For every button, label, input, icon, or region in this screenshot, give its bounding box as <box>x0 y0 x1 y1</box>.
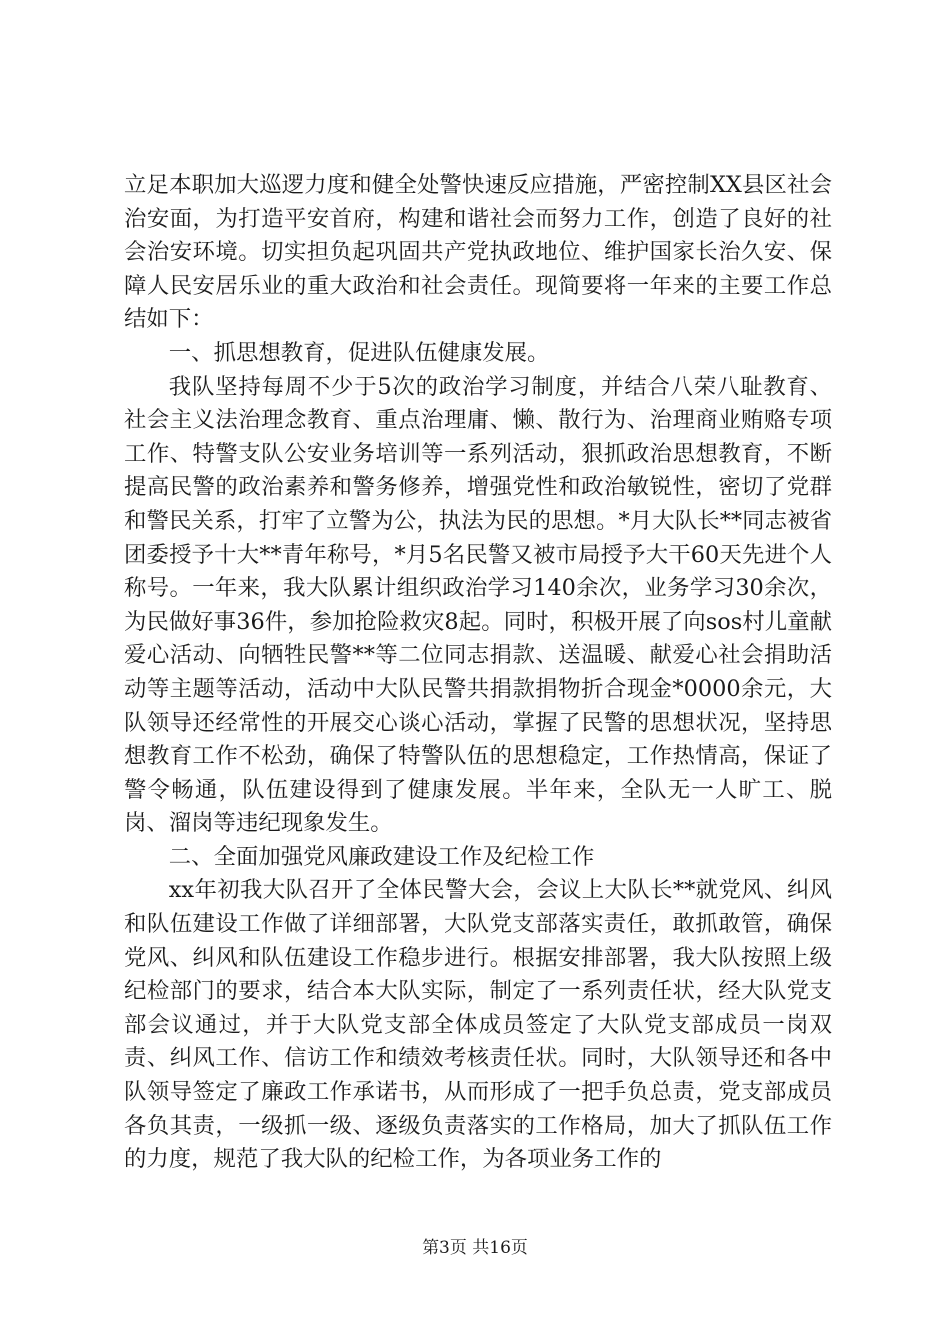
section-heading-2: 二、全面加强党风廉政建设工作及纪检工作 <box>168 843 595 870</box>
intro-paragraph: 立足本职加大巡逻力度和健全处警快速反应措施，严密控制XX县区社会治安面，为打造平安首府，构建和谐社会而努力工作，创造了良好的社会治安环境。切实担负起巩固共产党执政地位、维护国家长治久安、保障人民安居乐业的重大政治和社会责任。现简要将一年来的主要工作总结如下： <box>124 172 832 333</box>
section-2-paragraph: xx年初我大队召开了全体民警大会，会议上大队长**就党风、纠风和队伍建设工作做了详细部署，大队党支部落实责任，敢抓敢管，确保党风、纠风和队伍建设工作稳步进行。根据安排部署，我大队按照上级纪检部门的要求，结合本大队实际，制定了一系列责任状，经大队党支部会议通过，并于大队党支部全体成员签定了大队党支部成员一岗双责、纠风工作、信访工作和绩效考核责任状。同时，大队领导还和各中队领导签定了廉政工作承诺书，从而形成了一把手负总责，党支部成员各负其责，一级抓一级、逐级负责落实的工作格局，加大了抓队伍工作的力度，规范了我大队的纪检工作，为各项业务工作的 <box>124 877 832 1173</box>
section-1-paragraph: 我队坚持每周不少于5次的政治学习制度，并结合八荣八耻教育、社会主义法治理念教育、重点治理庸、懒、散行为、治理商业贿赂专项工作、特警支队公安业务培训等一系列活动，狠抓政治思想教育，不断提高民警的政治素养和警务修养，增强党性和政治敏锐性，密切了党群和警民关系，打牢了立警为公，执法为民的思想。*月大队长**同志被省团委授予十大**青年称号，*月5名民警又被市局授予大干60天先进个人称号。一年来，我大队累计组织政治学习140余次，业务学习30余次，为民做好事36件，参加抢险救灾8起。同时，积极开展了向sos村儿童献爱心活动、向牺牲民警**等二位同志捐款、送温暖、献爱心社会捐助活动等主题等活动，活动中大队民警共捐款捐物折合现金*0000余元，大队领导还经常性的开展交心谈心活动，掌握了民警的思想状况，坚持思想教育工作不松劲，确保了特警队伍的思想稳定，工作热情高，保证了警令畅通，队伍建设得到了健康发展。半年来，全队无一人旷工、脱岗、溜岗等违纪现象发生。 <box>124 373 832 837</box>
section-heading-1: 一、抓思想教育，促进队伍健康发展。 <box>168 339 550 366</box>
document-body <box>124 169 832 1177</box>
page-footer <box>0 1238 950 1258</box>
page-number-label: 第3页 共16页 <box>422 1238 528 1258</box>
